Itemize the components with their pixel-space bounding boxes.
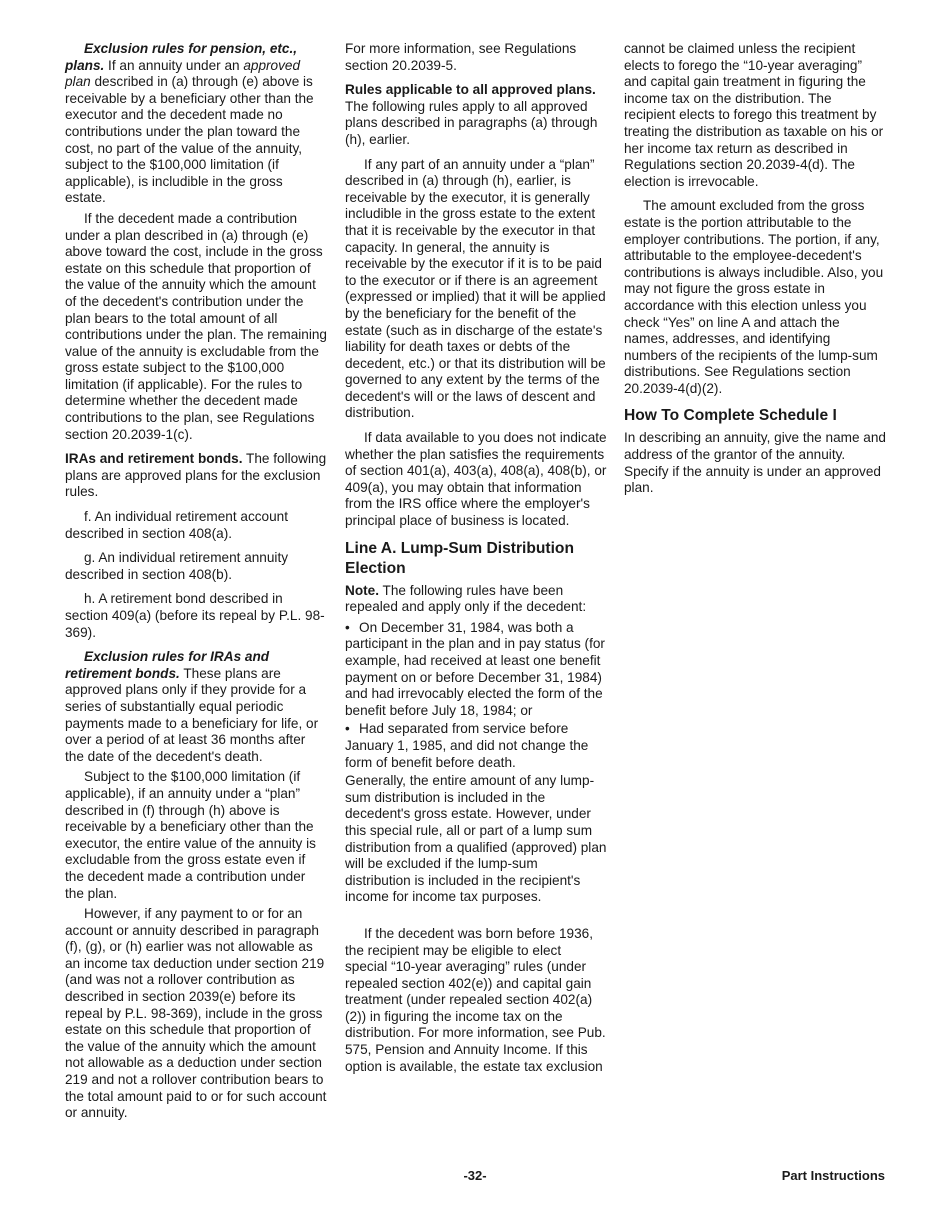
paragraph: If the decedent made a contribution under a plan described in (a) through (e) above toward the cost, include in the gross estate on this schedule that proportion of the value of the annuity which the amount of the decedent's contribution under the plan bears to the total amount of all contributions under the plan. The remaining value of the annuity is excludable from the gross estate subject to the $100,000 limitation (if applicable). For the rules to determine whether the decedent made contributions to the plan, see Regulations section 20.2039-1(c). xyxy=(65,210,327,442)
list-item: f. An individual retirement account described in section 408(a). xyxy=(65,509,289,541)
text: The following plans are approved plans for the exclusion rules. xyxy=(65,451,327,500)
run-in-heading: IRAs and retirement bonds. xyxy=(65,451,243,467)
paragraph: Generally, the entire amount of any lump-sum distribution is included in the decedent's gross estate. However, under this special rule, all or part of a lump sum distribution from a qualified (approved) plan will be excluded if the lump-sum distribution is included in the recipient's income for income tax purposes. xyxy=(345,773,607,905)
paragraph: The amount excluded from the gross estate is the portion attributable to the employer contributions. The portion, if any, attributable to the employee-decedent's contributions is always includible. Also, you may not figure the gross estate in accordance with this election unless you check “Yes” on line A and attach the names, addresses, and identifying numbers of the recipients of the lump-sum distributions. See Regulations section 20.2039-4(d)(2). xyxy=(624,198,884,396)
paragraph: cannot be claimed unless the recipient elects to forego the “10-year averaging” and capital gain treatment in figuring the income tax on the distribution. The recipient elects to forego this treatment by treating the distribution as taxable on his or her income tax return as described in Regulations section 20.2039-4(d). The election is irrevocable. xyxy=(624,41,884,189)
paragraph xyxy=(345,583,607,616)
section-heading: Line A. Lump-Sum Distribution Election xyxy=(345,539,574,577)
text: The following rules apply to all approved plans described in paragraphs (a) through (h), earlier. xyxy=(345,98,598,147)
run-in-heading: Exclusion rules for IRAs and retirement bonds. xyxy=(65,649,270,681)
run-in-heading: Exclusion rules for pension, etc., plans. xyxy=(65,41,298,73)
paragraph: If the decedent was born before 1936, the recipient may be eligible to elect special “10-year averaging” rules (under repealed section 402(e)) and capital gain treatment (under repealed section 402(a)(2)) in figuring the income tax on the distribution. For more information, see Pub. 575, Pension and Annuity Income. If this option is available, the estate tax exclusion xyxy=(345,925,606,1074)
paragraph xyxy=(65,41,327,207)
paragraph: If any part of an annuity under a “plan” described in (a) through (h), earlier, is receivable by the executor, it is generally includible in the gross estate to the extent that it is receivable by the executor in that capacity. In general, the annuity is receivable by the executor if it is to be paid to the executor or if there is an agreement (expressed or implied) that it will be applied by the beneficiary for the benefit of the estate (such as in discharge of the estate's liability for death taxes or debts of the decedent, etc.) or that its distribution will be governed to any extent by the terms of the decedent's will or the laws of descent and distribution. xyxy=(345,156,606,421)
text: These plans are approved plans only if they provide for a series of substantially equal periodic payments made to a beneficiary for life, or over a period of at least 36 months after the date of the decedent's death. xyxy=(65,665,319,764)
column-left xyxy=(65,41,327,1126)
bullet-icon: • xyxy=(345,721,350,737)
paragraph xyxy=(65,649,327,765)
emphasis: approved plan xyxy=(65,57,301,90)
bullet-item xyxy=(345,721,607,771)
text: described in (a) through (e) above is receivable by a beneficiary other than the executor and the decedent made no contributions under the plan toward the cost, no part of the value of the annuity, subject to the $100,000 limitation (if applicable), is includible in the gross estate. xyxy=(65,74,314,206)
section-heading: How To Complete Schedule I xyxy=(624,407,837,425)
paragraph: Subject to the $100,000 limitation (if applicable), if an annuity under a “plan” described in (f) through (h) above is receivable by a beneficiary other than the executor, the entire value of the annuity is excludable from the gross estate even if the decedent made a contribution under the plan. xyxy=(65,769,316,901)
run-in-heading: Rules applicable to all approved plans. xyxy=(345,82,596,98)
text: Had separated from service before January 1, 1985, and did not change the form of benefit before death. xyxy=(345,721,589,770)
paragraph: However, if any payment to or for an account or annuity described in paragraph (f), (g), or (h) earlier was not allowable as an income tax deduction under section 219 (and was not a rollover contribution as described in section 2039(e) before its repeal by P.L. 98-369), include in the gross estate on this schedule that proportion of the value of the annuity which the amount not allowable as a deduction under section 219 and not a rollover contribution bears to the total amount paid to or for such account or annuity. xyxy=(65,906,327,1121)
text: If an annuity under an xyxy=(104,57,244,73)
footer-label: Part Instructions xyxy=(781,1168,885,1183)
column-right xyxy=(624,41,886,501)
bullet-icon: • xyxy=(345,619,350,635)
column-middle xyxy=(345,41,607,1079)
paragraph: If data available to you does not indicate whether the plan satisfies the requirements of section 401(a), 403(a), 408(a), 408(b), or 409(a), you may obtain that information from the IRS office where the employer's principal place of business is located. xyxy=(345,430,607,529)
run-in-heading: Note. xyxy=(345,582,379,598)
bullet-item xyxy=(345,620,607,720)
list-item: g. An individual retirement annuity described in section 408(b). xyxy=(65,550,289,582)
text: On December 31, 1984, was both a participant in the plan and in pay status (for example, had received at least one benefit payment on or before December 31, 1984) and had irrevocably elected the form of the benefit before July 18, 1984; or xyxy=(345,619,605,718)
paragraph: In describing an annuity, give the name and address of the grantor of the annuity. Specify if the annuity is under an approved plan. xyxy=(624,430,886,496)
list-item: h. A retirement bond described in section 409(a) (before its repeal by P.L. 98-369). xyxy=(65,591,325,640)
page-number: -32- xyxy=(463,1168,487,1183)
text: The following rules have been repealed and apply only if the decedent: xyxy=(345,582,587,615)
paragraph xyxy=(65,451,327,501)
paragraph: For more information, see Regulations section 20.2039-5. xyxy=(345,41,577,73)
paragraph xyxy=(345,82,607,148)
